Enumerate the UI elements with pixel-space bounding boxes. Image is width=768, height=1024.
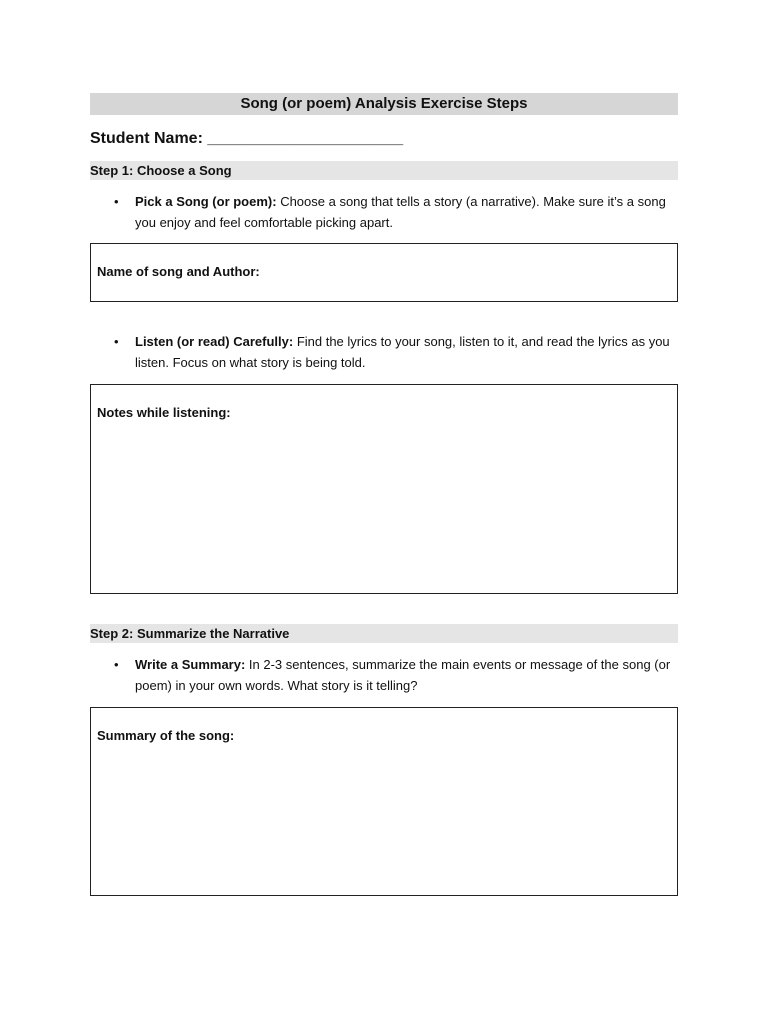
- page-title: Song (or poem) Analysis Exercise Steps: [90, 93, 678, 115]
- step-1-heading: Step 1: Choose a Song: [90, 161, 678, 180]
- bullet-text: [135, 331, 674, 373]
- summary-label: Summary of the song:: [97, 728, 235, 743]
- student-name-field[interactable]: Student Name: ______________________: [90, 130, 404, 147]
- bullet-lead: Listen (or read) Carefully:: [135, 334, 294, 349]
- bullet-lead: Pick a Song (or poem):: [135, 194, 277, 209]
- bullet-body: Choose a song that tells a story (a narrative). Make sure it’s a song you enjoy and feel comfortable picking apart.: [135, 194, 666, 230]
- bullet-write-summary: [114, 654, 674, 696]
- bullet-icon: •: [114, 194, 119, 209]
- bullet-text: [135, 191, 674, 233]
- bullet-body: Find the lyrics to your song, listen to it, and read the lyrics as you listen. Focus on what story is being told.: [135, 334, 670, 370]
- step-2-heading: Step 2: Summarize the Narrative: [90, 624, 678, 643]
- notes-box[interactable]: [90, 384, 678, 594]
- bullet-body: In 2-3 sentences, summarize the main events or message of the song (or poem) in your own words. What story is it telling?: [135, 657, 671, 693]
- song-author-label: Name of song and Author:: [97, 264, 260, 279]
- song-author-box[interactable]: [90, 243, 678, 302]
- bullet-icon: •: [114, 657, 119, 672]
- bullet-icon: •: [114, 334, 119, 349]
- bullet-pick-song: [114, 191, 674, 233]
- bullet-text: [135, 654, 674, 696]
- bullet-listen: [114, 331, 674, 373]
- notes-label: Notes while listening:: [97, 405, 231, 420]
- bullet-lead: Write a Summary:: [135, 657, 246, 672]
- summary-box[interactable]: [90, 707, 678, 896]
